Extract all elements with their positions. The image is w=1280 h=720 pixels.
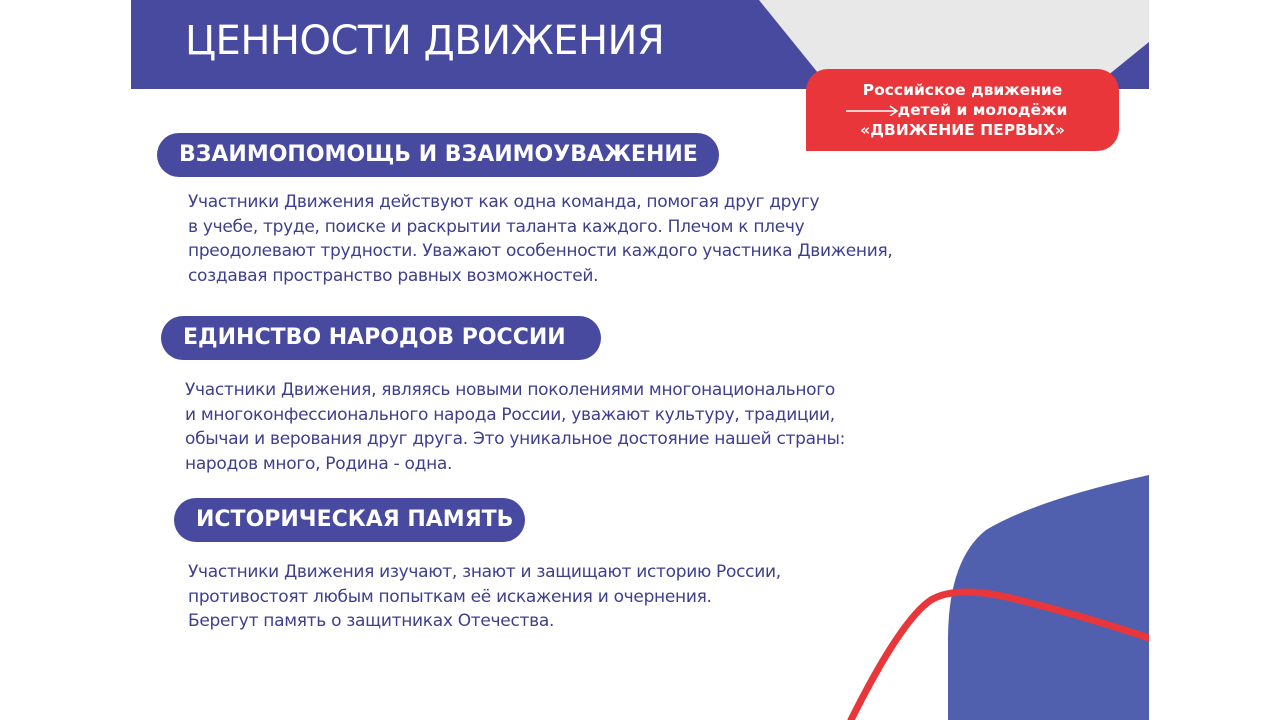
text-line: противостоят любым попыткам её искажения и очернения. [188, 586, 712, 607]
brand-line-2: детей и молодёжи [897, 101, 1068, 119]
section-text-mutual-help [188, 190, 893, 288]
brand-line-1: Российское движение [862, 81, 1063, 99]
text-line: Участники Движения изучают, знают и защищают историю России, [188, 562, 781, 582]
slide [131, 0, 1149, 720]
page-title: ЦЕННОСТИ ДВИЖЕНИЯ [185, 18, 665, 64]
text-line: и многоконфессионального народа России, уважают культуру, традиции, [185, 404, 835, 425]
section-heading-unity: ЕДИНСТВО НАРОДОВ РОССИИ [161, 316, 601, 360]
text-line: создавая пространство равных возможностей. [188, 265, 599, 286]
corner-blue-shape [948, 475, 1149, 720]
section-heading-memory: ИСТОРИЧЕСКАЯ ПАМЯТЬ [174, 498, 525, 542]
section-text-unity [185, 378, 845, 476]
section-text-memory [188, 560, 781, 634]
text-line: Участники Движения действуют как одна команда, помогая друг другу [188, 192, 820, 212]
section-heading-mutual-help: ВЗАИМОПОМОЩЬ И ВЗАИМОУВАЖЕНИЕ [157, 133, 719, 177]
brand-badge [806, 69, 1119, 151]
text-line: народов много, Родина - одна. [185, 453, 453, 474]
text-line: преодолевают трудности. Уважают особенности каждого участника Движения, [188, 241, 893, 261]
text-line: Участники Движения, являясь новыми поколениями многонационального [185, 380, 836, 400]
brand-line-3: «ДВИЖЕНИЕ ПЕРВЫХ» [860, 121, 1065, 139]
text-line: Берегут память о защитниках Отечества. [188, 611, 555, 631]
text-line: в учебе, труде, поиске и раскрытии таланта каждого. Плечом к плечу [188, 216, 805, 237]
text-line: обычаи и верования друг друга. Это уникальное достояние нашей страны: [185, 429, 846, 449]
